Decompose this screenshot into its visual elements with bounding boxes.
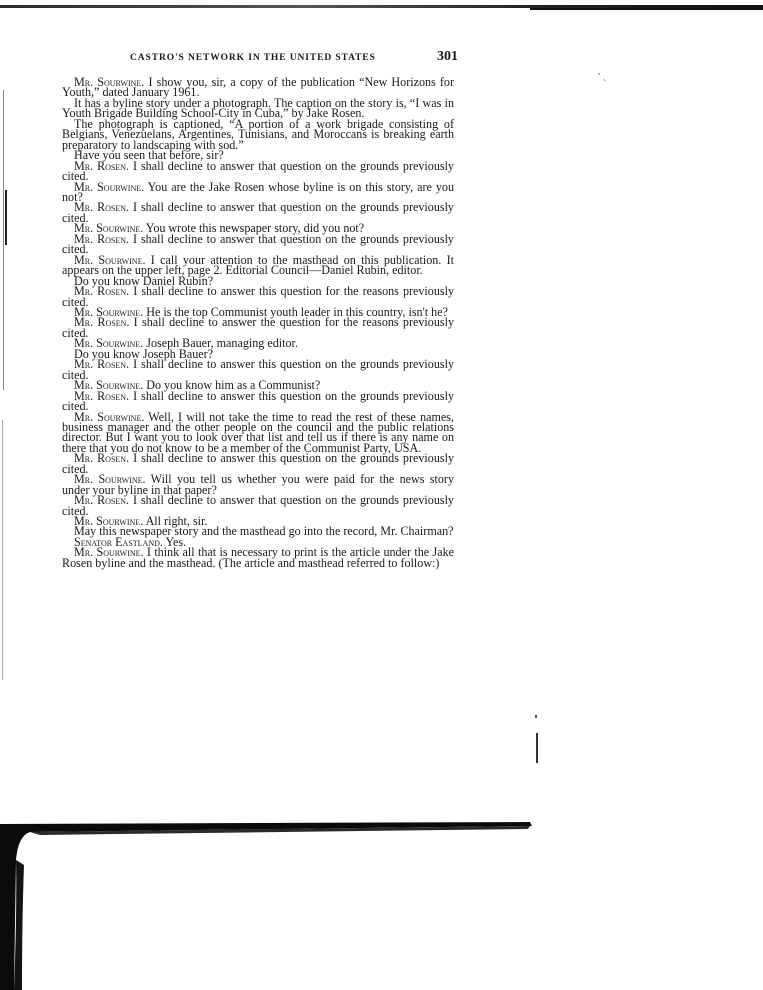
paragraph xyxy=(62,95,454,121)
speaker: Mr. Sourwine. xyxy=(74,179,145,194)
paragraph xyxy=(62,495,454,516)
paragraph-text: Well, I will not take the time to read the rest of these names, business manager and the other people on the council and the public relations director. But I want you to look over that list and tell us if there is any name on there that you do not know to be a member of the Communist Party, USA. xyxy=(62,409,454,455)
speaker: Mr. Sourwine. xyxy=(74,514,144,529)
speaker: Mr. Sourwine. xyxy=(74,409,145,424)
paragraph-text: Joseph Bauer, managing editor. xyxy=(143,336,298,351)
speaker: Mr. Sourwine. xyxy=(74,221,144,236)
paragraph xyxy=(62,202,454,223)
paragraph xyxy=(62,359,454,380)
scan-mark xyxy=(536,733,538,763)
paragraph-text: The photograph is captioned, “A portion of a work brigade consisting of Belgians, Venezuelans, Argentines, Tunisians, and Moroccans is breaking earth preparatory to landscaping with sod.” xyxy=(62,116,454,152)
paragraph xyxy=(62,453,454,474)
speaker: Mr. Sourwine. xyxy=(74,75,145,89)
paragraph-text: I shall decline to answer this question on the grounds previously cited. xyxy=(62,451,454,476)
paragraph-text: I shall decline to answer this question for the reasons previously cited. xyxy=(62,284,455,309)
paragraph-text: I shall decline to answer that question on the grounds previously cited. xyxy=(62,231,454,257)
paragraph-text: All right, sir. xyxy=(143,514,208,529)
scan-speck: ˋ˴ xyxy=(597,72,607,85)
paragraph-text: I shall decline to answer this question on the grounds previously cited. xyxy=(62,388,454,414)
paragraph xyxy=(62,388,454,414)
paragraph-text: Have you seen that before, sir? xyxy=(74,148,224,163)
speaker: Senator Eastland. xyxy=(74,534,163,549)
paragraph xyxy=(62,286,454,307)
paragraph xyxy=(62,547,454,568)
speaker: Mr. Sourwine. xyxy=(74,378,144,393)
running-head: CASTRO'S NETWORK IN THE UNITED STATES xyxy=(130,53,376,63)
paragraph xyxy=(62,116,454,152)
paragraph xyxy=(62,77,454,98)
paragraph-text: I think all that is necessary to print is the article under the Jake Rosen byline and the masthead. (The article and masthead referred to follow:) xyxy=(62,545,454,570)
speaker: Mr. Sourwine. xyxy=(74,252,146,267)
speaker: Mr. Rosen. xyxy=(74,451,130,466)
paragraph-text: He is the top Communist youth leader in this country, isn't he? xyxy=(143,304,448,319)
paragraph xyxy=(62,231,454,257)
left-margin-mark xyxy=(2,420,3,680)
paragraph-text: I shall decline to answer that question on the grounds previously cited. xyxy=(62,493,454,518)
page-number: 301 xyxy=(437,49,458,64)
left-margin-mark xyxy=(5,190,7,245)
paragraph-text: Do you know Daniel Rubin? xyxy=(74,273,214,288)
paragraph-text: I shall decline to answer that question on the grounds previously cited. xyxy=(62,200,454,225)
paragraph xyxy=(62,179,454,204)
speaker: Mr. Rosen. xyxy=(74,357,130,372)
paragraph-text: You wrote this newspaper story, did you not? xyxy=(143,221,365,236)
page-header xyxy=(118,51,458,71)
speaker: Mr. Rosen. xyxy=(74,284,130,299)
paragraph-text: You are the Jake Rosen whose byline is on this story, are you not? xyxy=(62,179,454,204)
testimony-body xyxy=(62,77,454,568)
left-margin-mark xyxy=(3,90,4,390)
paragraph xyxy=(62,158,454,184)
speaker: Mr. Rosen. xyxy=(74,158,130,173)
speaker: Mr. Sourwine. xyxy=(74,336,144,351)
paragraph-text: I shall decline to answer the question for the reasons previously cited. xyxy=(62,315,454,340)
speaker: Mr. Rosen. xyxy=(74,315,130,330)
scan-page-edge-shadow-graphic xyxy=(0,820,763,990)
speaker: Mr. Rosen. xyxy=(74,231,130,246)
paragraph-text: I shall decline to answer that question on the grounds previously cited. xyxy=(62,158,454,184)
speaker: Mr. Rosen. xyxy=(74,388,130,403)
paragraph-text: It has a byline story under a photograph. The caption on the story is, “I was in Youth Brigade Building School-City in Cuba,” by Jake Rosen. xyxy=(62,95,454,121)
paragraph-text: Do you know Joseph Bauer? xyxy=(74,346,214,361)
paragraph-text: I call your attention to the masthead on this publication. It appears on the upper left, page 2. Editorial Council—Daniel Rubin, editor. xyxy=(62,252,455,278)
paragraph-text: Will you tell us whether you were paid for the news story under your byline in that paper? xyxy=(62,472,454,497)
speaker: Mr. Sourwine. xyxy=(74,304,144,319)
speaker: Mr. Sourwine. xyxy=(74,545,144,560)
paragraph-text: I show you, sir, a copy of the publication “New Horizons for Youth,” dated January 1961. xyxy=(62,75,454,100)
scan-mark xyxy=(535,715,537,718)
scan-page-edge-shadow xyxy=(0,820,763,990)
paragraph-text: Do you know him as a Communist? xyxy=(143,378,321,393)
paragraph-text: I shall decline to answer this question on the grounds previously cited. xyxy=(62,357,454,382)
paragraph xyxy=(62,317,454,338)
speaker: Mr. Rosen. xyxy=(74,493,130,508)
paragraph-text: May this newspaper story and the masthead go into the record, Mr. Chairman? xyxy=(74,524,454,539)
paragraph xyxy=(62,474,454,495)
paragraph-text: Yes. xyxy=(162,534,187,549)
top-edge-rule-dark xyxy=(530,8,763,10)
speaker: Mr. Sourwine. xyxy=(74,472,146,487)
speaker: Mr. Rosen. xyxy=(74,200,130,215)
paragraph xyxy=(62,252,455,278)
paragraph xyxy=(62,409,454,455)
